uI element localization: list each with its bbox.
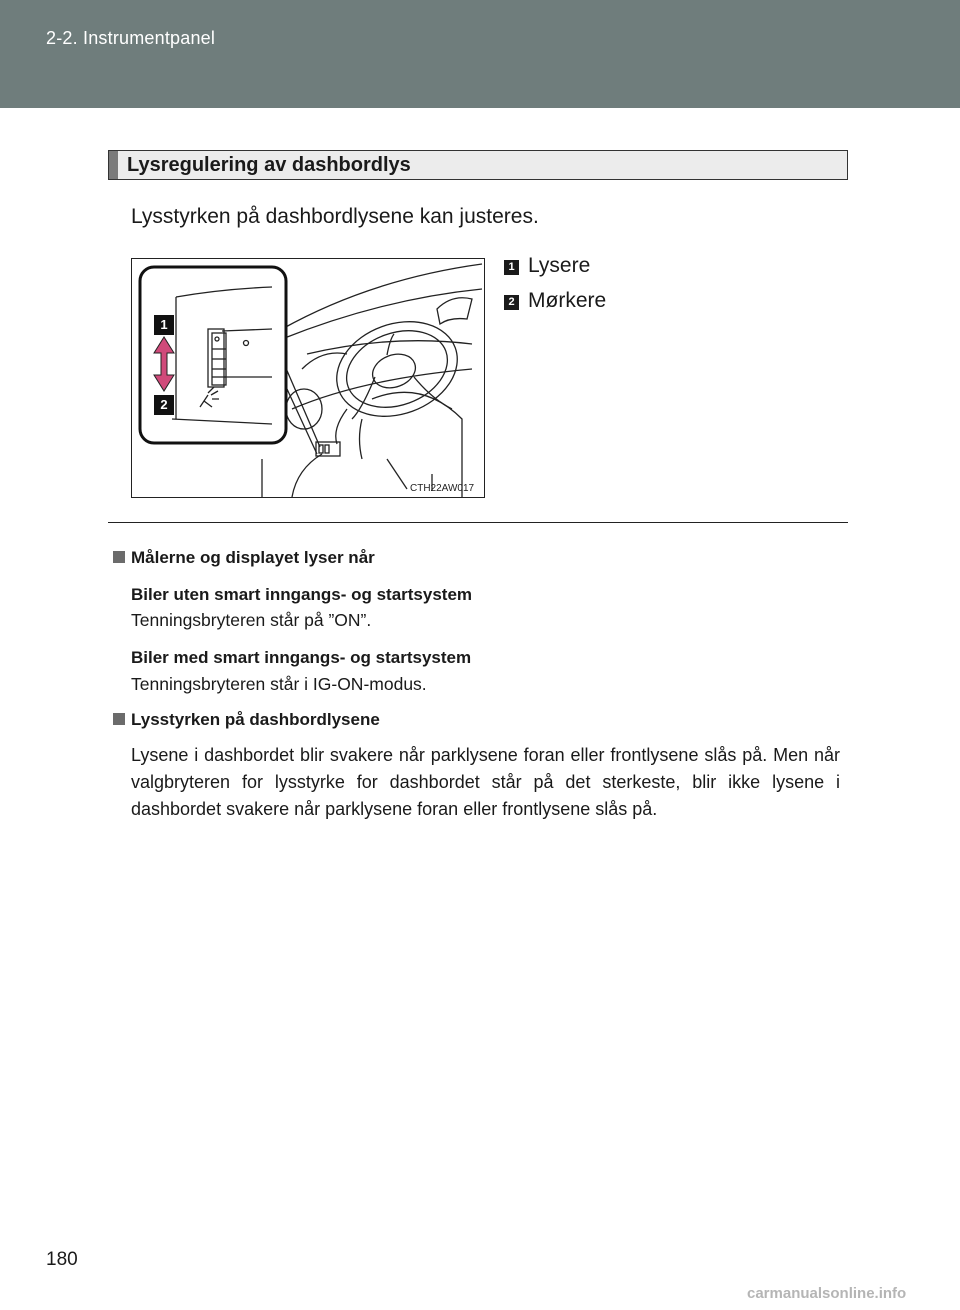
heading-accent-bar: [109, 151, 118, 179]
legend-number-2: 2: [504, 295, 519, 310]
callout-2-badge: 2: [154, 395, 174, 415]
note-brightness-heading: [113, 710, 380, 730]
section-breadcrumb: 2-2. Instrumentpanel: [46, 28, 216, 48]
legend-item-lighter: [504, 254, 754, 282]
note-brightness-heading-text: Lysstyrken på dashbordlysene: [131, 710, 380, 729]
callout-1-badge: 1: [154, 315, 174, 335]
bullet-square-icon: [113, 551, 125, 563]
section-heading-box: [108, 150, 848, 180]
without-smart-heading: Biler uten smart inngangs- og startsystem: [131, 585, 473, 604]
page-number: 180: [46, 1249, 78, 1270]
legend-label-lighter: Lysere: [528, 254, 591, 277]
figure-code: CTH22AW017: [410, 483, 475, 494]
dashboard-illustration: [131, 258, 485, 498]
legend-number-1: 1: [504, 260, 519, 275]
header-band: [0, 0, 960, 108]
site-watermark: carmanualsonline.info: [747, 1285, 907, 1302]
intro-text: Lysstyrken på dashbordlysene kan justeres.: [131, 205, 539, 228]
section-divider: [108, 522, 848, 523]
with-smart-text: Tenningsbryteren står i IG-ON-modus.: [131, 674, 427, 694]
with-smart-heading: Biler med smart inngangs- og startsystem: [131, 648, 472, 667]
note-meters-heading-text: Målerne og displayet lyser når: [131, 548, 375, 567]
note-meters-heading: [113, 548, 375, 568]
brightness-paragraph: Lysene i dashbordet blir svakere når parklysene foran eller frontlysene slås på. Men når valgbryteren for lysstyrke for dashbordet står på det sterkeste, blir ikke lysene i dashbordet svakere når parklysene foran eller frontlysene slås på.: [131, 745, 840, 819]
dashboard-drawing: [132, 259, 486, 499]
bullet-square-icon: [113, 713, 125, 725]
section-title: Lysregulering av dashbordlys: [127, 154, 411, 176]
legend-label-darker: Mørkere: [528, 289, 607, 312]
legend-item-darker: [504, 289, 754, 317]
without-smart-text: Tenningsbryteren står på ”ON”.: [131, 610, 372, 630]
